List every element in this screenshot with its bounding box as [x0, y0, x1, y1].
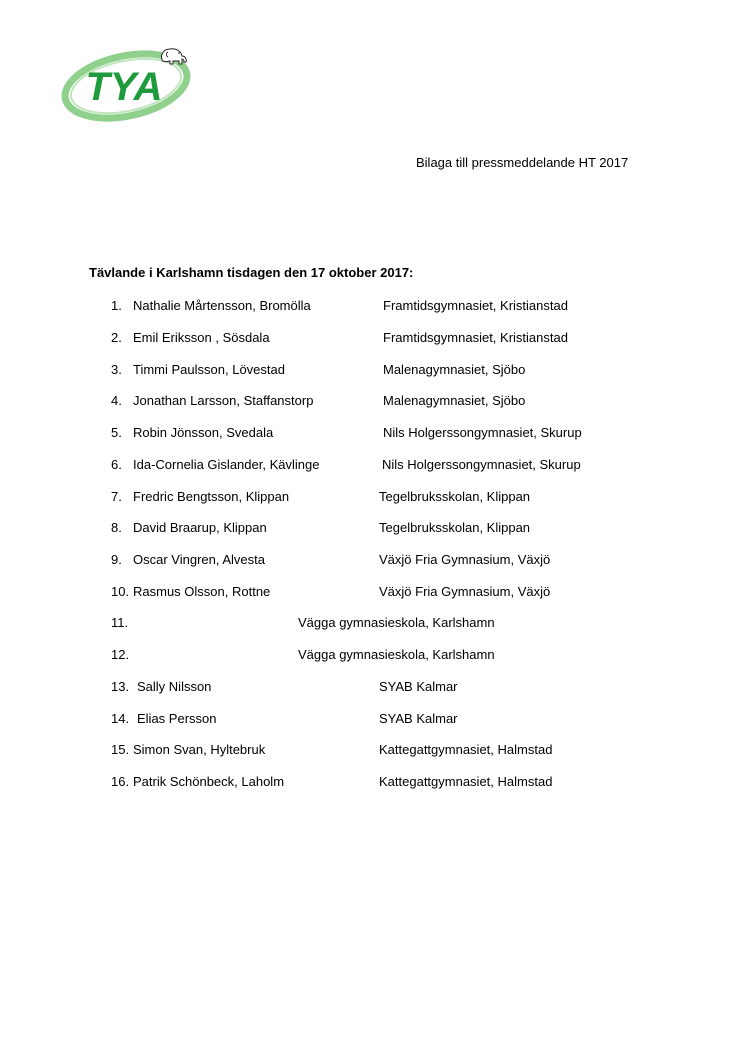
list-item	[0, 552, 746, 570]
list-item	[0, 615, 746, 633]
participant-name: Sally Nilsson	[137, 679, 212, 694]
list-item	[0, 679, 746, 697]
list-item	[0, 425, 746, 443]
participant-school: Nils Holgerssongymnasiet, Skurup	[383, 425, 582, 440]
participant-name: Oscar Vingren, Alvesta	[133, 552, 265, 567]
item-number: 13.	[111, 679, 130, 694]
list-item	[0, 742, 746, 760]
participant-school: Kattegattgymnasiet, Halmstad	[379, 774, 553, 789]
participant-name: David Braarup, Klippan	[133, 520, 267, 535]
participant-name: Nathalie Mårtensson, Bromölla	[133, 298, 311, 313]
participant-name: Robin Jönsson, Svedala	[133, 425, 274, 440]
participant-school: Tegelbruksskolan, Klippan	[379, 520, 531, 535]
item-number: 7.	[111, 489, 122, 504]
participant-school: Framtidsgymnasiet, Kristianstad	[383, 298, 568, 313]
participant-school: Vägga gymnasieskola, Karlshamn	[298, 615, 495, 630]
logo-text: TYA	[85, 65, 163, 109]
participant-name: Simon Svan, Hyltebruk	[133, 742, 266, 757]
participant-name: Fredric Bengtsson, Klippan	[133, 489, 290, 504]
list-item	[0, 298, 746, 316]
item-number: 5.	[111, 425, 122, 440]
list-item	[0, 774, 746, 792]
item-number: 16.	[111, 774, 130, 789]
item-number: 9.	[111, 552, 122, 567]
list-item	[0, 393, 746, 411]
item-number: 6.	[111, 457, 122, 472]
item-number: 4.	[111, 393, 122, 408]
participant-name: Ida-Cornelia Gislander, Kävlinge	[133, 457, 320, 472]
item-number: 10.	[111, 584, 130, 599]
list-item	[0, 457, 746, 475]
list-item	[0, 711, 746, 729]
participant-name: Emil Eriksson , Sösdala	[133, 330, 270, 345]
item-number: 14.	[111, 711, 130, 726]
item-number: 1.	[111, 298, 122, 313]
participants-heading: Tävlande i Karlshamn tisdagen den 17 oktober 2017:	[89, 265, 414, 280]
participant-name: Rasmus Olsson, Rottne	[133, 584, 271, 599]
item-number: 3.	[111, 362, 122, 377]
list-item	[0, 647, 746, 665]
participant-name: Elias Persson	[137, 711, 217, 726]
item-number: 15.	[111, 742, 130, 757]
participant-school: Nils Holgerssongymnasiet, Skurup	[382, 457, 581, 472]
tya-logo	[58, 40, 198, 124]
participant-school: Framtidsgymnasiet, Kristianstad	[383, 330, 568, 345]
participant-name: Timmi Paulsson, Lövestad	[133, 362, 285, 377]
participant-school: Malenagymnasiet, Sjöbo	[383, 393, 526, 408]
participant-school: Vägga gymnasieskola, Karlshamn	[298, 647, 495, 662]
participant-school: Malenagymnasiet, Sjöbo	[383, 362, 526, 377]
list-item	[0, 330, 746, 348]
item-number: 2.	[111, 330, 122, 345]
participant-school: SYAB Kalmar	[379, 711, 458, 726]
list-item	[0, 362, 746, 380]
list-item	[0, 584, 746, 602]
item-number: 11.	[111, 615, 129, 630]
press-release-attachment-label: Bilaga till pressmeddelande HT 2017	[416, 155, 629, 170]
participant-name: Jonathan Larsson, Staffanstorp	[133, 393, 314, 408]
participant-school: SYAB Kalmar	[379, 679, 458, 694]
list-item	[0, 489, 746, 507]
participant-school: Tegelbruksskolan, Klippan	[379, 489, 531, 504]
item-number: 12.	[111, 647, 130, 662]
list-item	[0, 520, 746, 538]
item-number: 8.	[111, 520, 122, 535]
participant-school: Växjö Fria Gymnasium, Växjö	[379, 552, 551, 567]
participant-school: Växjö Fria Gymnasium, Växjö	[379, 584, 551, 599]
participant-name: Patrik Schönbeck, Laholm	[133, 774, 285, 789]
participant-school: Kattegattgymnasiet, Halmstad	[379, 742, 553, 757]
